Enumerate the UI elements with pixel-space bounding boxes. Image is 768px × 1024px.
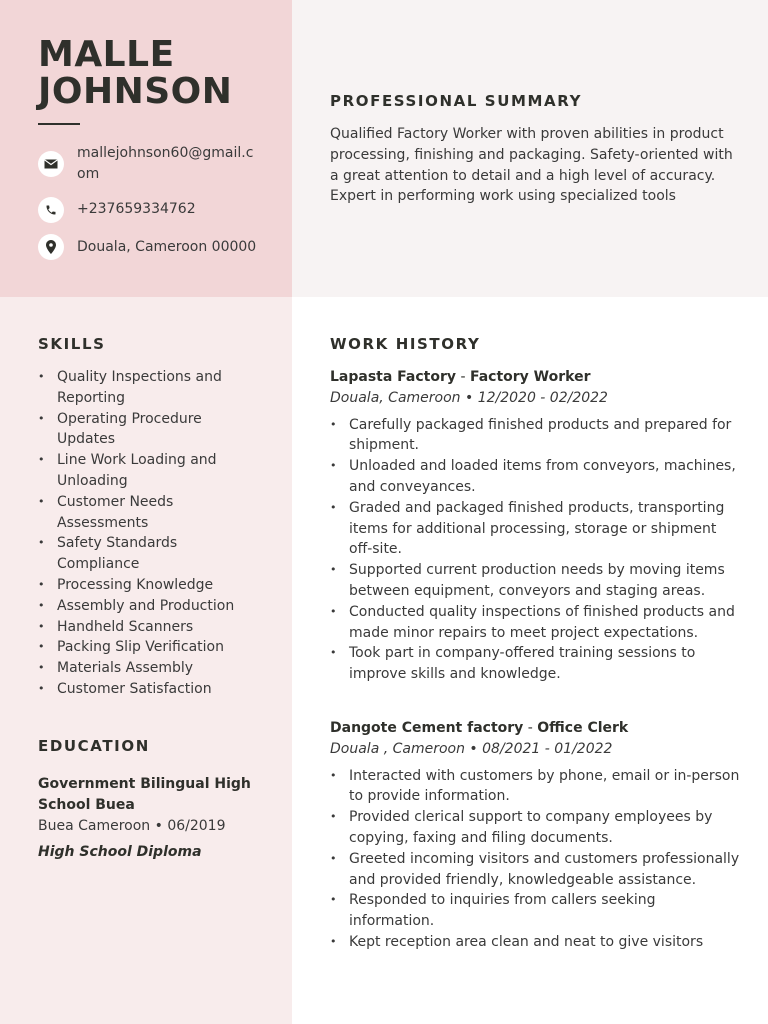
last-name: JOHNSON (38, 71, 233, 112)
skill-item: • Quality Inspections and Reporting (38, 367, 258, 409)
skill-item: • Processing Knowledge (38, 575, 258, 596)
job-header (330, 367, 740, 388)
job-bullet: • Unloaded and loaded items from conveyors, machines, and conveyances. (330, 456, 740, 498)
job-bullet: • Conducted quality inspections of finished products and made minor repairs to meet project expectations. (330, 602, 740, 644)
job-bullets (330, 415, 740, 685)
skill-item: • Safety Standards Compliance (38, 533, 258, 575)
school-name: Government Bilingual High School Buea (38, 776, 251, 813)
map-pin-icon (38, 234, 64, 260)
name-divider (38, 123, 80, 125)
skill-item: • Packing Slip Verification (38, 637, 258, 658)
candidate-name (38, 36, 278, 110)
job-bullet: • Took part in company-offered training sessions to improve skills and knowledge. (330, 643, 740, 685)
skill-item: • Handheld Scanners (38, 617, 258, 638)
job-role: Factory Worker (469, 369, 591, 385)
education-entry (38, 774, 268, 863)
work-history-heading: WORK HISTORY (330, 335, 481, 353)
education-heading: EDUCATION (38, 737, 150, 755)
skill-item: • Operating Procedure Updates (38, 409, 258, 451)
email-text[interactable]: mallejohnson60@gmail.com (77, 145, 254, 182)
skill-item: • Materials Assembly (38, 658, 258, 679)
skill-item: • Customer Needs Assessments (38, 492, 258, 534)
job-company: Lapasta Factory (330, 369, 457, 385)
skill-item: • Line Work Loading and Unloading (38, 450, 258, 492)
job-bullet: • Graded and packaged finished products, transporting items for additional processing, storage or shipment off-site. (330, 498, 740, 560)
job-entry (330, 367, 740, 685)
job-bullet: • Greeted incoming visitors and customers professionally and provided friendly, knowledgeable assistance. (330, 849, 740, 891)
job-bullet: • Responded to inquiries from callers seeking information. (330, 890, 740, 932)
phone-text[interactable]: +237659334762 (77, 201, 196, 217)
phone-icon (38, 197, 64, 223)
job-separator: - (523, 720, 538, 736)
job-entry (330, 718, 740, 953)
skills-list (38, 367, 258, 700)
job-bullet: • Carefully packaged finished products and prepared for shipment. (330, 415, 740, 457)
education-meta: Buea Cameroon • 06/2019 (38, 817, 226, 834)
degree: High School Diploma (38, 844, 202, 861)
summary-heading: PROFESSIONAL SUMMARY (330, 92, 583, 110)
job-role: Office Clerk (537, 720, 629, 736)
job-bullet: • Kept reception area clean and neat to give visitors (330, 932, 740, 953)
job-bullets (330, 766, 740, 953)
job-separator: - (456, 369, 470, 385)
job-bullet: • Interacted with customers by phone, email or in-person to provide information. (330, 766, 740, 808)
job-meta: Douala , Cameroon • 08/2021 - 01/2022 (330, 740, 613, 757)
first-name: MALLE (38, 34, 175, 75)
job-bullet: • Supported current production needs by moving items between equipment, conveyors and staging areas. (330, 560, 740, 602)
job-bullet: • Provided clerical support to company employees by copying, faxing and filing documents. (330, 807, 740, 849)
job-company: Dangote Cement factory (330, 720, 524, 736)
location-text: Douala, Cameroon 00000 (77, 239, 257, 255)
skills-heading: SKILLS (38, 335, 106, 353)
job-meta: Douala, Cameroon • 12/2020 - 02/2022 (330, 389, 608, 406)
job-header (330, 718, 740, 739)
summary-text: Qualified Factory Worker with proven abilities in product processing, finishing and packaging. Safety-oriented with a great attention to detail and a high level of accuracy. Expert in performing work using specialized tools (330, 126, 733, 205)
skill-item: • Assembly and Production (38, 596, 258, 617)
skill-item: • Customer Satisfaction (38, 679, 258, 700)
envelope-icon (38, 151, 64, 177)
